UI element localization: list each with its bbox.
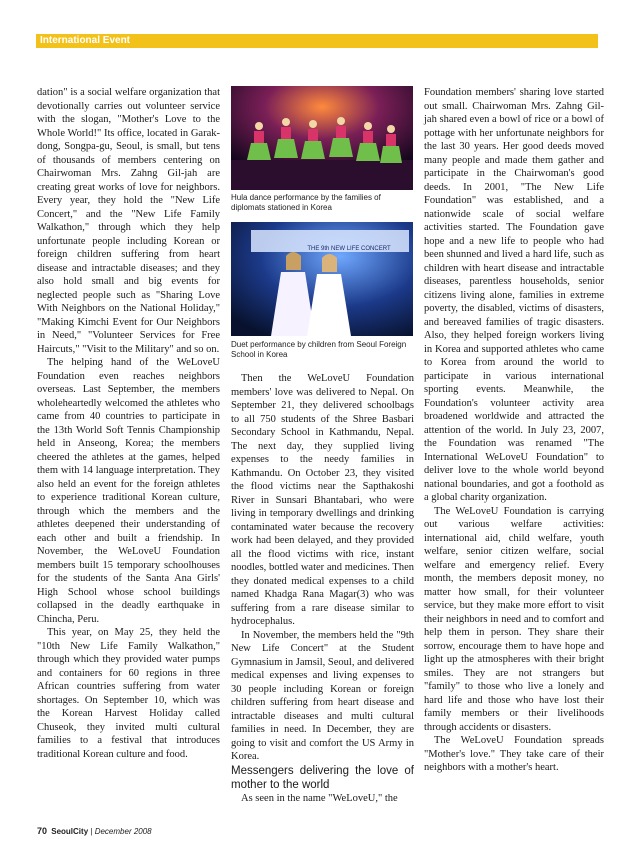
paragraph: Foundation members' sharing love started out small. Chairwoman Mrs. Zahng Gil-jah shared even a bowl of rice or a bowl of pottage with her unfortunate neighbors for the last 30 years. Her good deeds moved many people and made them gather and participate in the Chairwoman's good deeds. In 2001, "The New Life Foundation" was established, and a nationwide scale of social welfare activities started. The Foundation gave hope and a new life to people who had been shunned and lived a hard life, such as children with heart disease and intractable diseases, parentless households, senior citizens living alone, families in extreme poverty, the disabled, victims of disasters, and bereaved families of tragic disasters. Also, they helped foreign workers living in Korea and supported athletes who came to Korea from around the world to participate in various international sporting events. Meanwhile, the Foundation's volunteer activity area broadened worldwide and attracted the attention of the world. In July 23, 2007, the Foundation was renamed "The International WeLoveU Foundation" to deliver love to the whole world beyond national boundaries, and got a foothold as a global charity organization. <box>424 87 604 503</box>
paragraph: Then the WeLoveU Foundation members' love was delivered to Nepal. On September 21, they delivered schoolbags to all 750 students of the Shree Basbari Secondary School in Kathmandu, Nepal. The next day, they supplied living expenses to the needy families in Kathmandu. On October 23, they visited the flood victims near the Sapthakoshi River in Sunsari Bhantabari, who were living in temporary dwellings and drinking contaminated water because the recovery work had been delayed, and they provided all the flood victims with rice, instant noodles, bottled water and medicines. Then they donated medical expenses to a child named Khadga Rana Magar(3) who was suffering from a rare disease similar to hydrocephalus. <box>231 373 414 627</box>
paragraph: In November, the members held the "9th New Life Concert" at the Student Gymnasium in Jamsil, Seoul, and delivered medical expenses and living expenses to 30 people including Korean or foreign children suffering from heart disease and intractable diseases and multi cultural families in need. In December, they are going to visit and comfort the US Army in Korea. <box>231 629 414 762</box>
section-header-bar <box>36 34 598 48</box>
paragraph: The helping hand of the WeLoveU Foundation even reaches neighbors overseas. Last September, the members wholeheartedly welcomed the athletes who came from 40 countries to participate in the 13th World Soft Tennis Championship held in Anseong, Korea; the members cheered the athletes at the games, helped them with 14 language interpretation. They also held an event for the foreign athletes to experience traditional Korean culture, through which the members and the athletes deepened their understanding of each other and built a friendship. In November, the WeLoveU Foundation members built 15 temporary schoolhouses for the students of the Santa Ana Girls' High School whose school buildings collapsed in the deadly earthquake in Chincha, Peru. <box>37 357 220 625</box>
subheading: Messengers delivering the love of mother to the world <box>231 764 414 791</box>
paragraph: The WeLoveU Foundation spreads "Mother's love." They take care of their neighbors with a mother's heart. <box>424 735 604 773</box>
page-number: 70 <box>37 826 48 836</box>
photo-caption: Duet performance by children from Seoul Foreign School in Korea <box>231 340 407 359</box>
paragraph: This year, on May 25, they held the "10th New Life Family Walkathon," through which they provided water pumps and containers for 60 regions in three African countries suffering from water shortages. On September 10, which was the Korean Harvest Holiday called Chuseok, they invited multi cultural families to a festival that introduces traditional Korean culture and food. <box>37 627 220 760</box>
section-label: International Event <box>40 35 131 46</box>
article-column-1 <box>37 86 220 761</box>
article-column-2 <box>231 372 414 805</box>
paragraph: The WeLoveU Foundation is carrying out various welfare activities: international aid, child welfare, youth welfare, senior citizen welfare, social welfare and emergency relief. Every month, the members deposit money, no matter how small, for their volunteer service, but they make more effort to visit their neighbors in need and to comfort and help them in person. They share their sorrow, encourage them to have hope and light up the atmospheres with their bright smiles. They are not strangers but "family" to those who live a lonely and hard life and those who have lost their family members or their livelihoods through accidents or disasters. <box>424 505 604 733</box>
photo-caption: Hula dance performance by the families of diplomats stationed in Korea <box>231 193 381 212</box>
banner-text: THE 9th NEW LIFE CONCERT <box>307 246 391 252</box>
paragraph: As seen in the name "WeLoveU," the <box>241 792 398 804</box>
magazine-name: SeoulCity <box>51 827 89 836</box>
page-footer: 70 SeoulCity | December 2008 <box>37 826 152 836</box>
paragraph: dation" is a social welfare organization that devotionally carries out volunteer service with the slogan, "Mother's Love to the Whole World!" Its office, located in Garak-dong, Songpa-gu, Seoul, is small, but tens of thousands of members centering on Chairwoman Mrs. Zahng Gil-jah are creating great works of love for neighbors. Every year, they hold the "New Life Concert," and the "New Life Family Walkathon," through which they help unfortunate people including Korean or foreign children suffering from heart disease and intractable diseases; and they also hold small and big events for neglected people such as "Sharing Love With Neighbors on the National Holiday," "Making Kimchi Event for Our Neighbors in Need," "Volunteer Services for Free Haircuts," "Visit to the Military" and so on. <box>37 87 220 355</box>
duet-performance-photo <box>231 222 413 336</box>
article-column-3 <box>424 86 604 775</box>
hula-dance-photo <box>231 86 413 190</box>
issue-date: December 2008 <box>94 827 152 836</box>
